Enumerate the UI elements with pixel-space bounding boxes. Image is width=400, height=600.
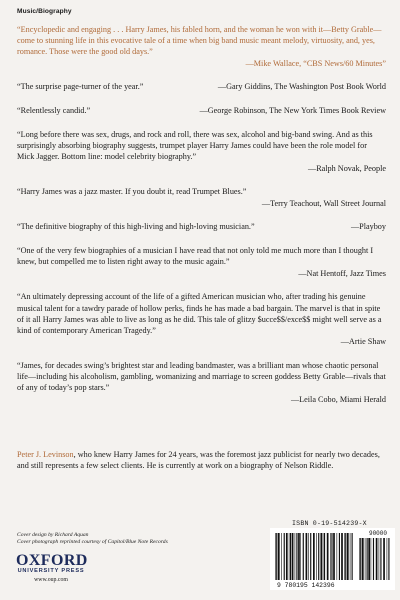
barcode-bar (281, 533, 282, 580)
quote-source: —Leila Cobo, Miami Herald (290, 394, 386, 404)
barcode-bar (318, 533, 319, 580)
barcode-bar (371, 538, 372, 580)
publisher-subtitle: UNIVERSITY PRESS (17, 568, 85, 574)
quote-source: —Gary Giddins, The Washington Post Book World (217, 82, 386, 92)
review-quote (17, 24, 386, 69)
review-quotes (17, 24, 386, 417)
barcode-graphic (270, 528, 395, 590)
barcode-bar (331, 533, 332, 580)
barcode-bar (323, 533, 324, 580)
barcode-bar (360, 538, 361, 580)
barcode-bar (368, 538, 370, 580)
barcode-bar (292, 533, 294, 580)
barcode-bar (295, 533, 296, 580)
barcode-bar (306, 533, 308, 580)
barcode-bar (376, 538, 378, 580)
barcode-bar (359, 538, 360, 580)
quote-text: “Encyclopedic and engaging . . . Harry James, his fabled horn, and the woman he won with it—Betty Grable—come to stunning life in this evocative tale of a time when big band music meant melody, virtuosity, and, yes, romance. Those were the good old days.” (17, 25, 382, 57)
photo-credit: Cover photograph reprinted courtesy of Capitol/Blue Note Records (17, 539, 168, 546)
barcode-bar (276, 533, 277, 580)
publisher-logo (16, 553, 86, 584)
barcode-ean-digits: 9 780195 142396 (277, 582, 335, 589)
quote-source: —Artie Shaw (340, 337, 386, 347)
barcode-bar (300, 533, 301, 580)
review-quote (17, 291, 386, 347)
barcode-bar (284, 533, 285, 580)
review-quote (17, 105, 386, 116)
quote-source: —Playboy (350, 222, 386, 232)
barcode-bar (296, 533, 297, 580)
review-quote (17, 129, 386, 174)
barcode-addon-digits: 90000 (368, 530, 387, 537)
author-bio (17, 449, 386, 471)
quote-source: —Ralph Novak, People (308, 163, 386, 173)
barcode-bar (313, 533, 315, 580)
quote-text: “An ultimately depressing account of the life of a gifted American musician who, after trading his genuine musical talent for a tawdry parade of hollow perks, finds he has made a bad bargain. The marvel is that in spite of it all Harry James was able to live as long as he did. This tale of glitzy $ucce$$/exce$$ might well serve as a kind of contemporary American Tragedy.” (17, 292, 382, 336)
quote-text: “Long before there was sex, drugs, and rock and roll, there was sex, alcohol and big-band swing. And as this surprisingly absorbing biography suggests, trumpet player Harry James could have been the role model for Mick Jagger. Bottom line: model celebrity biography.” (17, 130, 373, 162)
barcode-bar (278, 533, 280, 580)
quote-source: —George Robinson, The New York Times Book Review (199, 106, 386, 116)
barcode-bar (380, 538, 381, 580)
barcode (270, 528, 395, 590)
design-credit: Cover design by Richard Aquan (17, 532, 89, 538)
barcode-bar (387, 538, 388, 580)
barcode-bar (365, 538, 366, 580)
barcode-bar (330, 533, 331, 580)
barcode-bar (290, 533, 291, 580)
barcode-bar (298, 533, 300, 580)
review-quote (17, 360, 386, 405)
barcode-bar (286, 533, 288, 580)
barcode-bar (327, 533, 329, 580)
barcode-bar (367, 538, 368, 580)
isbn-label: ISBN 0-19-514239-X (292, 520, 367, 527)
review-quote (17, 81, 386, 92)
barcode-bar (344, 533, 345, 580)
barcode-bar (350, 533, 351, 580)
barcode-bar (320, 533, 322, 580)
barcode-bar (333, 533, 335, 580)
quote-source: —Terry Teachout, Wall Street Journal (261, 198, 386, 208)
barcode-bar (373, 538, 374, 580)
quote-text: “The definitive biography of this high-living and high-loving musician.” (17, 222, 255, 232)
barcode-bar (324, 533, 325, 580)
barcode-bar (347, 533, 349, 580)
barcode-bar (341, 533, 343, 580)
barcode-bar (308, 533, 309, 580)
barcode-bar (362, 538, 364, 580)
barcode-bar (303, 533, 304, 580)
barcode-bar (275, 533, 276, 580)
quote-text: “One of the very few biographies of a musician I have read that not only told me much more than I thought I knew, but compelled me to listen right away to the music again.” (17, 246, 374, 267)
cover-credits (17, 532, 168, 547)
review-quote (17, 221, 386, 232)
author-bio-text: , who knew Harry James for 24 years, was the foremost jazz publicist for nearly two decades, and still represents a few select clients. He is currently at work on a biography of Nelson Riddle. (17, 450, 380, 471)
quote-text: “Harry James was a jazz master. If you doubt it, read Trumpet Blues.” (17, 187, 247, 197)
review-quote (17, 245, 386, 279)
barcode-bar (289, 533, 290, 580)
publisher-name: OXFORD (16, 552, 88, 569)
barcode-bar (316, 533, 317, 580)
barcode-bar (379, 538, 380, 580)
quote-text: “James, for decades swing’s brightest star and leading bandmaster, was a brilliant man whose chaotic personal life—including his alcoholism, gambling, womanizing and marriage to screen goddess Betty Grable—rivals that of any of today’s pop stars.” (17, 361, 386, 393)
barcode-bar (337, 533, 338, 580)
category-label: Music/Biography (17, 8, 72, 15)
quote-text: “Relentlessly candid.” (17, 106, 91, 116)
barcode-bar (345, 533, 346, 580)
barcode-bar (310, 533, 311, 580)
barcode-bar (339, 533, 340, 580)
author-name: Peter J. Levinson (17, 450, 74, 459)
barcode-bar (352, 533, 353, 580)
review-quote (17, 186, 386, 208)
barcode-bar (383, 538, 385, 580)
barcode-bar (388, 538, 389, 580)
quote-source: —Mike Wallace, “CBS News/60 Minutes” (245, 58, 386, 68)
publisher-url: www.oup.com (34, 577, 68, 583)
quote-source: —Nat Hentoff, Jazz Times (298, 268, 386, 278)
quote-text: “The surprise page-turner of the year.” (17, 82, 144, 92)
